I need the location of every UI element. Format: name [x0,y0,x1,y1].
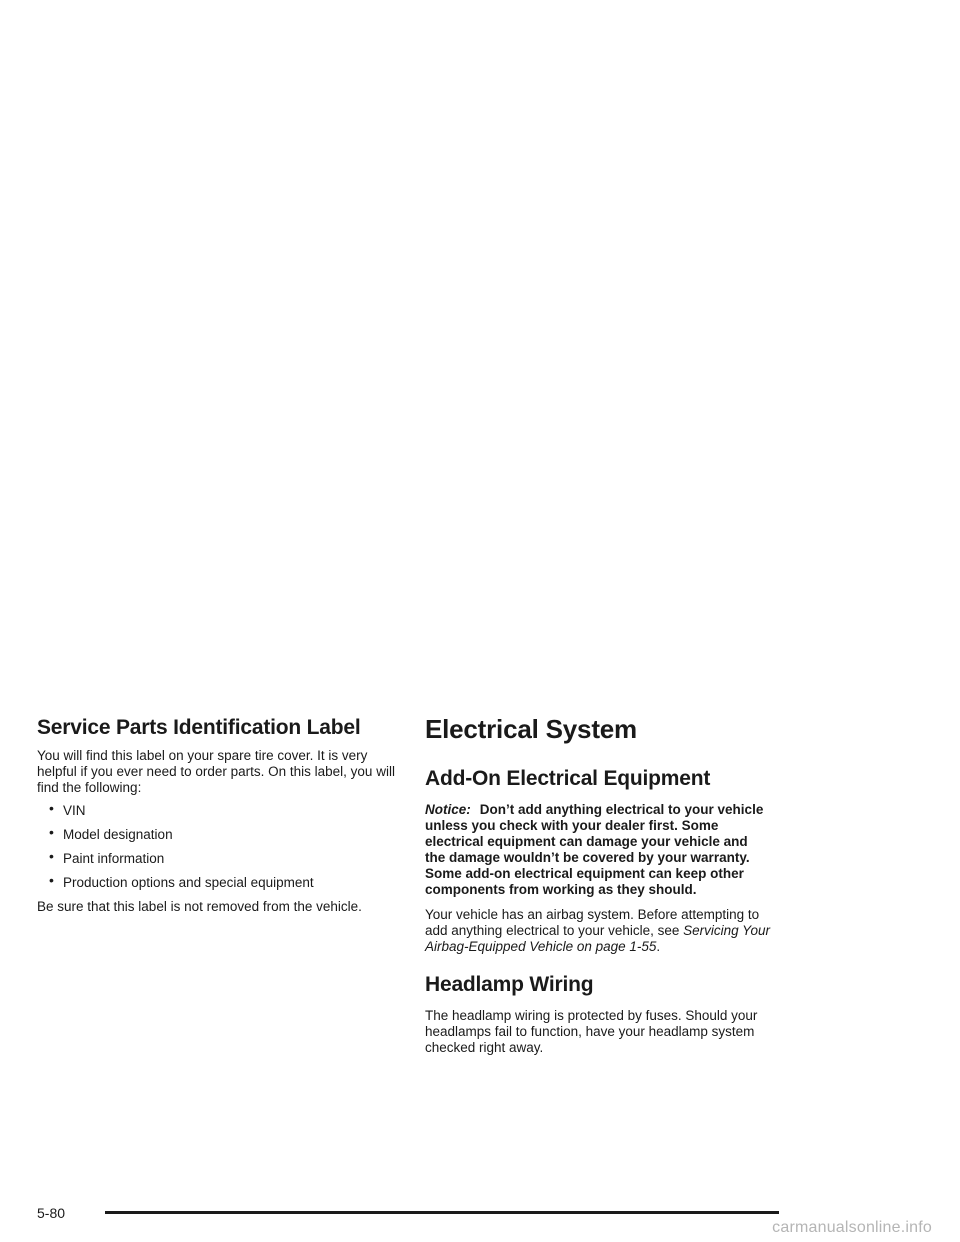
list-item: • VIN [49,800,86,818]
notice-paragraph [425,802,770,898]
watermark: carmanualsonline.info [772,1219,932,1236]
electrical-system-title: Electrical System [425,714,637,744]
page-reference-link[interactable]: Servicing Your Airbag-Equipped Vehicle on page 1-55 [425,923,770,954]
addon-equipment-heading: Add-On Electrical Equipment [425,767,711,790]
notice-text: Don’t add anything electrical to your vehicle unless you check with your dealer first. Some electrical equipment can damage your vehicle and the damage wouldn’t be covered by your warranty. Some add-on electrical equipment can keep other components from working as they should. [425,802,764,897]
list-item: • Production options and special equipment [49,872,314,890]
service-parts-closing: Be sure that this label is not removed from the vehicle. [37,899,362,914]
headlamp-body: The headlamp wiring is protected by fuses. Should your headlamps fail to function, have your headlamp system checked right away. [425,1008,758,1055]
footer-rule [105,1211,779,1214]
service-parts-intro: You will find this label on your spare tire cover. It is very helpful if you ever need to order parts. On this label, you will find the following: [37,748,395,795]
notice-label: Notice: [425,802,471,817]
list-item: • Paint information [49,848,165,866]
addon-body: Your vehicle has an airbag system. Before attempting to add anything electrical to your vehicle, see Servicing Your Airbag-Equipped Vehicle on page 1-55. [425,907,770,954]
service-parts-heading: Service Parts Identification Label [37,716,361,739]
page-number: 5-80 [37,1205,66,1221]
bullet-icon: • [49,872,54,888]
bullet-icon: • [49,800,54,816]
bullet-icon: • [49,824,54,840]
right-column [425,714,770,1056]
list-item: • Model designation [49,824,173,842]
service-parts-list [37,800,397,891]
bullet-icon: • [49,848,54,864]
left-column [37,716,397,915]
headlamp-wiring-heading: Headlamp Wiring [425,973,594,996]
